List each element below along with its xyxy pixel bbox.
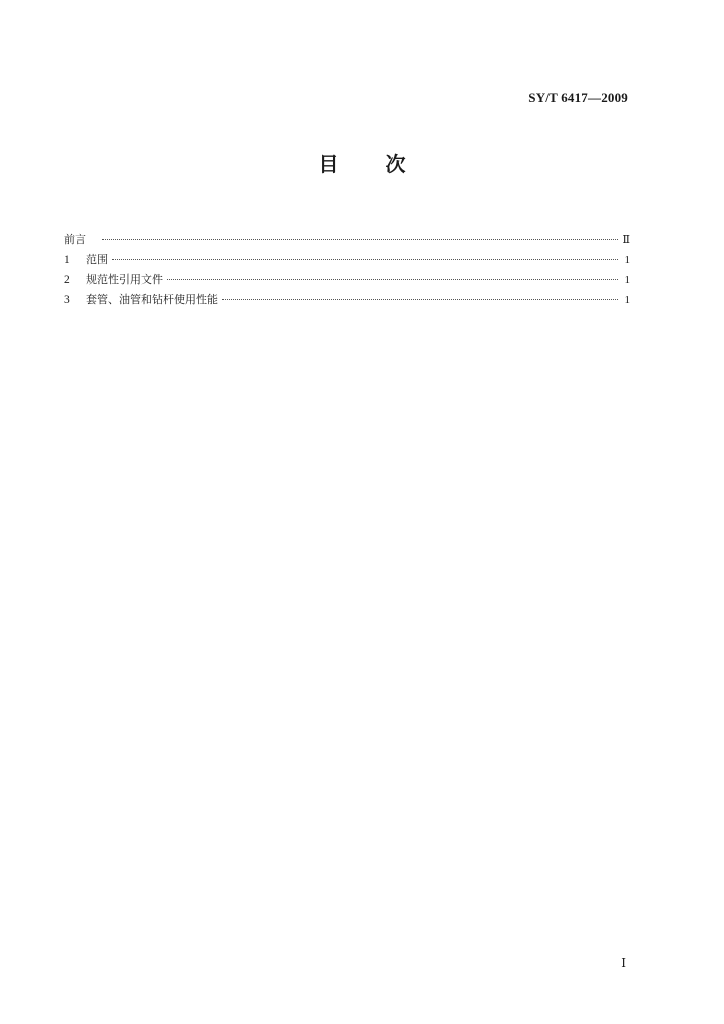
toc-entry-scope[interactable] — [64, 250, 630, 270]
toc-leader-dots — [167, 279, 618, 280]
toc-entry-page: 1 — [624, 254, 630, 266]
title-char-2: 次 — [385, 152, 406, 176]
table-of-contents — [64, 230, 630, 310]
toc-entry-page: 1 — [624, 274, 630, 286]
toc-entry-page: 1 — [624, 294, 630, 306]
toc-entry-preface[interactable] — [64, 230, 630, 250]
document-code: SY/T 6417—2009 — [528, 90, 628, 105]
toc-entry-performance[interactable] — [64, 290, 630, 310]
toc-entry-number: 1 — [64, 254, 70, 266]
toc-entry-number: 3 — [64, 294, 70, 306]
toc-entry-text: 前言 — [64, 233, 86, 246]
toc-leader-dots — [112, 259, 618, 260]
toc-entry-text: 范围 — [86, 253, 108, 266]
toc-leader-dots — [222, 299, 618, 300]
toc-entry-page: Ⅱ — [622, 234, 630, 246]
toc-entry-text: 规范性引用文件 — [86, 273, 163, 286]
toc-leader-dots — [102, 239, 618, 240]
toc-entry-text: 套管、油管和钻杆使用性能 — [86, 293, 218, 306]
page-title — [0, 148, 724, 177]
title-char-1: 目 — [318, 152, 339, 176]
toc-entry-normative-references[interactable] — [64, 270, 630, 290]
page-number: Ⅰ — [621, 956, 626, 970]
toc-entry-number: 2 — [64, 274, 70, 286]
